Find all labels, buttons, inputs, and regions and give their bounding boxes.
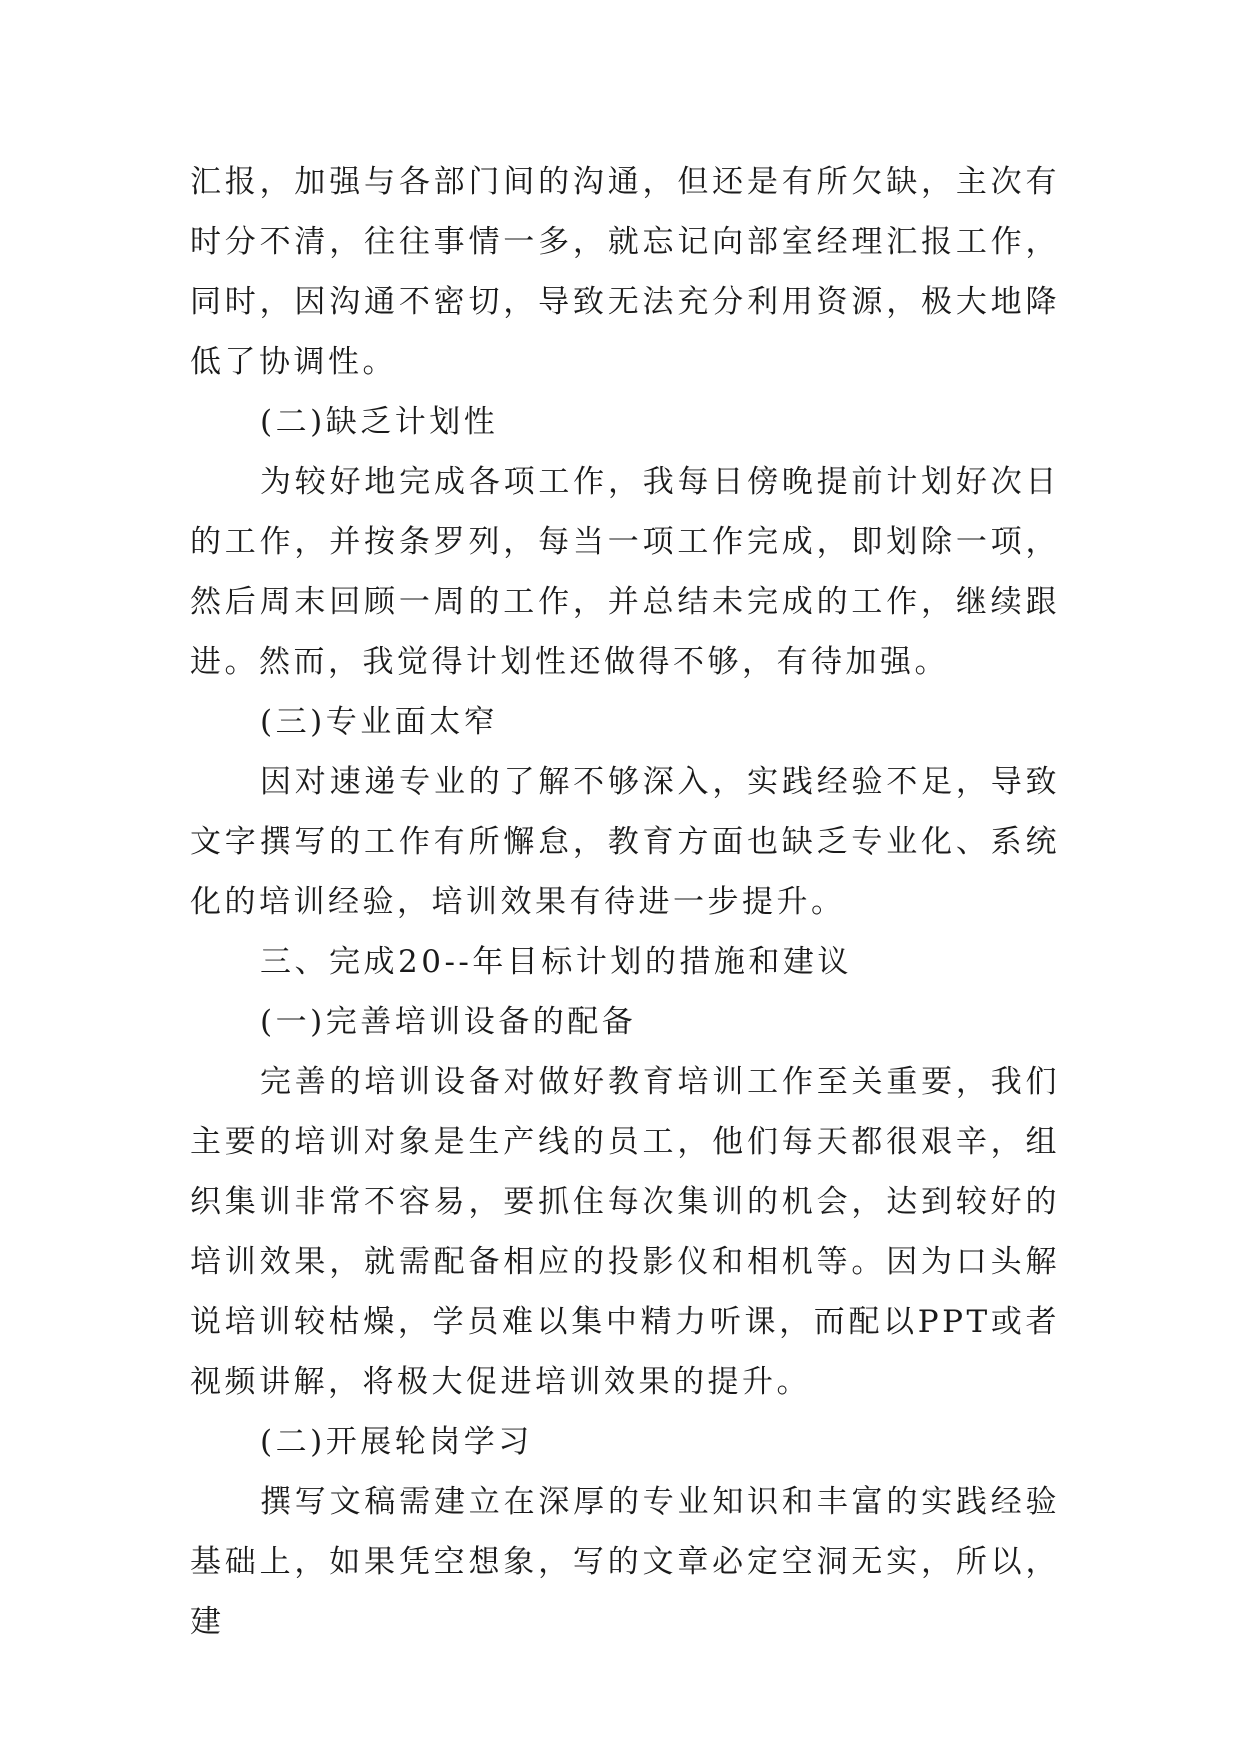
heading-narrow-expertise: (三)专业面太窄 [260, 704, 499, 740]
heading-training-equipment: (一)完善培训设备的配备 [260, 1004, 637, 1040]
paragraph-planning: 为较好地完成各项工作，我每日傍晚提前计划好次日的工作，并按条罗列，每当一项工作完成，即划除一项，然后周末回顾一周的工作，并总结未完成的工作，继续跟进。然而，我觉得计划性还做得不够，有待加强。 [190, 464, 1060, 680]
heading-job-rotation: (二)开展轮岗学习 [260, 1424, 533, 1460]
paragraph-job-rotation: 撰写文稿需建立在深厚的专业知识和丰富的实践经验基础上，如果凭空想象，写的文章必定空洞无实，所以，建 [190, 1484, 1060, 1640]
document-body [190, 152, 1060, 1652]
paragraph-communication-shortcomings: 汇报，加强与各部门间的沟通，但还是有所欠缺，主次有时分不清，往往事情一多，就忘记向部室经理汇报工作，同时，因沟通不密切，导致无法充分利用资源，极大地降低了协调性。 [190, 164, 1060, 380]
paragraph-expertise: 因对速递专业的了解不够深入，实践经验不足，导致文字撰写的工作有所懈怠，教育方面也缺乏专业化、系统化的培训经验，培训效果有待进一步提升。 [190, 764, 1060, 920]
heading-section-three: 三、完成20--年目标计划的措施和建议 [260, 944, 852, 980]
heading-lack-of-planning: (二)缺乏计划性 [260, 404, 499, 440]
paragraph-training-equipment: 完善的培训设备对做好教育培训工作至关重要，我们主要的培训对象是生产线的员工，他们每天都很艰辛，组织集训非常不容易，要抓住每次集训的机会，达到较好的培训效果，就需配备相应的投影仪和相机等。因为口头解说培训较枯燥，学员难以集中精力听课，而配以PPT或者视频讲解，将极大促进培训效果的提升。 [190, 1064, 1060, 1400]
